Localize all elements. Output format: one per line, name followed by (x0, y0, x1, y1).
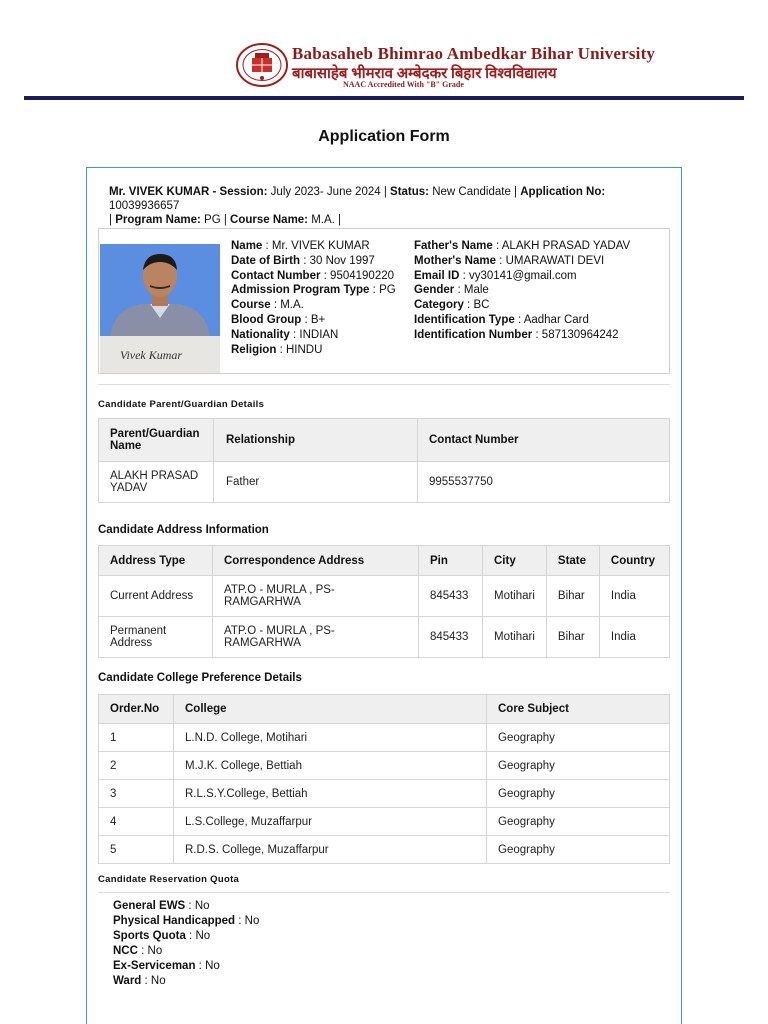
field-label: Course (231, 299, 271, 312)
field-label: Name (231, 240, 263, 252)
table-row (99, 724, 670, 752)
table-cell: 9955537750 (418, 462, 670, 503)
table-row (99, 617, 670, 658)
profile-field: Religion : HINDU (231, 343, 323, 356)
course-label: Course Name: (230, 214, 309, 226)
profile-field: Category : BC (414, 299, 490, 312)
photo-image (100, 244, 220, 336)
profile-field: General EWS : No (113, 900, 210, 912)
accreditation-text: NAAC Accredited With "B" Grade (343, 80, 464, 89)
profile-field: Mother's Name : UMARAWATI DEVI (414, 254, 605, 267)
table-row (99, 836, 670, 864)
table-cell: R.D.S. College, Muzaffarpur (174, 836, 487, 864)
column-header: Core Subject (487, 695, 670, 724)
profile-field: Admission Program Type : PG (231, 284, 396, 297)
signature: Vivek Kumar (100, 336, 220, 373)
table-cell: 845433 (419, 617, 483, 658)
profile-field: Course : M.A. (231, 299, 304, 312)
profile-field: Identification Type : Aadhar Card (414, 313, 589, 326)
profile-right-column (414, 239, 664, 343)
university-name-english: Babasaheb Bhimrao Ambedkar Bihar University (292, 44, 656, 63)
field-label: General EWS (113, 900, 186, 912)
table-cell: 845433 (419, 576, 483, 617)
field-label: Ex-Serviceman (113, 960, 196, 972)
candidate-photo (100, 244, 220, 373)
profile-field: Date of Birth : 30 Nov 1997 (231, 254, 375, 267)
field-label: Gender (414, 284, 455, 297)
column-header: City (483, 546, 547, 576)
field-value: No (195, 930, 211, 942)
guardian-table (98, 418, 670, 503)
program-label: Program Name: (115, 214, 201, 226)
college-table (98, 694, 670, 864)
table-cell: 5 (99, 836, 174, 864)
field-value: Mr. VIVEK KUMAR (271, 240, 370, 252)
table-cell: L.N.D. College, Motihari (174, 724, 487, 752)
profile-field: Ex-Serviceman : No (113, 960, 220, 972)
table-header-row (99, 546, 670, 576)
field-value: B+ (310, 313, 326, 326)
candidate-profile (98, 228, 670, 374)
column-header: Order.No (99, 695, 174, 724)
field-label: Blood Group (231, 313, 302, 326)
column-header: Parent/Guardian Name (99, 419, 214, 462)
status-label: Status: (390, 186, 430, 198)
table-header-row (99, 695, 670, 724)
table-cell: 1 (99, 724, 174, 752)
course-value: M.A. (311, 214, 335, 226)
table-cell: Current Address (99, 576, 213, 617)
field-label: Sports Quota (113, 930, 186, 942)
table-cell: Geography (487, 724, 670, 752)
table-cell: ATP.O - MURLA , PS-RAMGARHWA (213, 617, 419, 658)
profile-field: Nationality : INDIAN (231, 328, 339, 341)
address-section-title: Candidate Address Information (98, 524, 269, 536)
column-header: State (546, 546, 599, 576)
profile-field: Identification Number : 587130964242 (414, 328, 619, 341)
table-cell: Geography (487, 808, 670, 836)
profile-field: Contact Number : 9504190220 (231, 269, 395, 282)
table-cell: Geography (487, 752, 670, 780)
column-header: Correspondence Address (213, 546, 419, 576)
table-cell: India (599, 576, 669, 617)
table-cell: Bihar (546, 617, 599, 658)
quota-list (113, 899, 259, 989)
table-header-row (99, 419, 670, 462)
field-label: Date of Birth (231, 254, 300, 267)
field-value: HINDU (285, 343, 323, 356)
profile-field: Blood Group : B+ (231, 313, 326, 326)
table-cell: L.S.College, Muzaffarpur (174, 808, 487, 836)
column-header: Relationship (214, 419, 418, 462)
field-label: Admission Program Type (231, 284, 370, 297)
university-header (0, 36, 768, 96)
field-value: No (205, 960, 220, 972)
field-label: Mother's Name (414, 254, 496, 267)
field-label: Email ID (414, 269, 460, 282)
table-cell: Bihar (546, 576, 599, 617)
table-row (99, 462, 670, 503)
quota-section-title: Candidate Reservation Quota (98, 874, 240, 885)
table-cell: Motihari (483, 576, 547, 617)
application-summary: Mr. VIVEK KUMAR - Session: July 2023- June 2024 | Status: New Candidate | Application No: 10039936657 | Program Name: PG | Course Name: M.A. | (109, 186, 606, 226)
program-value: PG (204, 214, 221, 226)
address-table (98, 545, 670, 658)
table-cell: Motihari (483, 617, 547, 658)
field-value: INDIAN (299, 328, 339, 341)
field-value: No (147, 945, 163, 957)
field-label: Identification Type (414, 313, 515, 326)
table-cell: Geography (487, 836, 670, 864)
table-cell: M.J.K. College, Bettiah (174, 752, 487, 780)
column-header: Pin (419, 546, 483, 576)
university-name-hindi: बाबासाहेब भीमराव अम्बेदकर बिहार विश्वविद्यालय (292, 66, 557, 82)
column-header: Country (599, 546, 669, 576)
profile-field: Sports Quota : No (113, 930, 211, 942)
column-header: Address Type (99, 546, 213, 576)
field-value: No (150, 975, 166, 987)
field-label: Physical Handicapped (113, 915, 236, 927)
section-divider (98, 384, 670, 385)
profile-field: Gender : Male (414, 284, 489, 297)
column-header: Contact Number (418, 419, 670, 462)
profile-field: Physical Handicapped : No (113, 915, 260, 927)
profile-field: Ward : No (113, 975, 166, 987)
field-label: Father's Name (414, 240, 493, 252)
field-value: BC (473, 299, 490, 312)
field-label: Contact Number (231, 269, 321, 282)
section-divider (98, 892, 670, 893)
field-value: 587130964242 (541, 328, 619, 341)
table-row (99, 808, 670, 836)
table-cell: Permanent Address (99, 617, 213, 658)
table-cell: ATP.O - MURLA , PS-RAMGARHWA (213, 576, 419, 617)
college-section-title: Candidate College Preference Details (98, 672, 302, 684)
page-title: Application Form (318, 128, 450, 145)
field-value: 30 Nov 1997 (309, 254, 375, 267)
profile-field: Email ID : vy30141@gmail.com (414, 269, 577, 282)
table-cell: ALAKH PRASAD YADAV (99, 462, 214, 503)
field-value: vy30141@gmail.com (468, 269, 577, 282)
field-value: No (194, 900, 210, 912)
field-label: Ward (113, 975, 142, 987)
field-label: Identification Number (414, 328, 533, 341)
table-cell: 3 (99, 780, 174, 808)
application-no-value: 10039936657 (109, 200, 180, 212)
field-value: M.A. (280, 299, 304, 312)
profile-left-column (231, 239, 411, 357)
field-value: ALAKH PRASAD YADAV (501, 240, 631, 252)
field-value: No (244, 915, 260, 927)
table-cell: India (599, 617, 669, 658)
profile-field: Name : Mr. VIVEK KUMAR (231, 240, 370, 252)
field-label: Nationality (231, 328, 290, 341)
profile-field: Father's Name : ALAKH PRASAD YADAV (414, 240, 631, 252)
table-cell: Father (214, 462, 418, 503)
table-cell: Geography (487, 780, 670, 808)
field-label: Religion (231, 343, 277, 356)
table-row (99, 752, 670, 780)
field-value: 9504190220 (330, 269, 395, 282)
table-cell: R.L.S.Y.College, Bettiah (174, 780, 487, 808)
university-seal-logo (235, 42, 289, 88)
table-cell: 4 (99, 808, 174, 836)
guardian-section-title: Candidate Parent/Guardian Details (98, 399, 265, 410)
application-no-label: Application No: (520, 186, 606, 198)
field-value: Male (463, 284, 489, 297)
field-value: Aadhar Card (523, 313, 589, 326)
table-cell: 2 (99, 752, 174, 780)
field-value: UMARAWATI DEVI (505, 254, 605, 267)
field-label: NCC (113, 945, 138, 957)
table-row (99, 780, 670, 808)
profile-field: NCC : No (113, 945, 163, 957)
field-value: PG (379, 284, 396, 297)
status-value: New Candidate (432, 186, 511, 198)
candidate-session-label: Mr. VIVEK KUMAR - Session: (109, 186, 268, 198)
field-label: Category (414, 299, 464, 312)
table-row (99, 576, 670, 617)
column-header: College (174, 695, 487, 724)
session-value: July 2023- June 2024 (270, 186, 381, 198)
header-rule (24, 96, 744, 100)
